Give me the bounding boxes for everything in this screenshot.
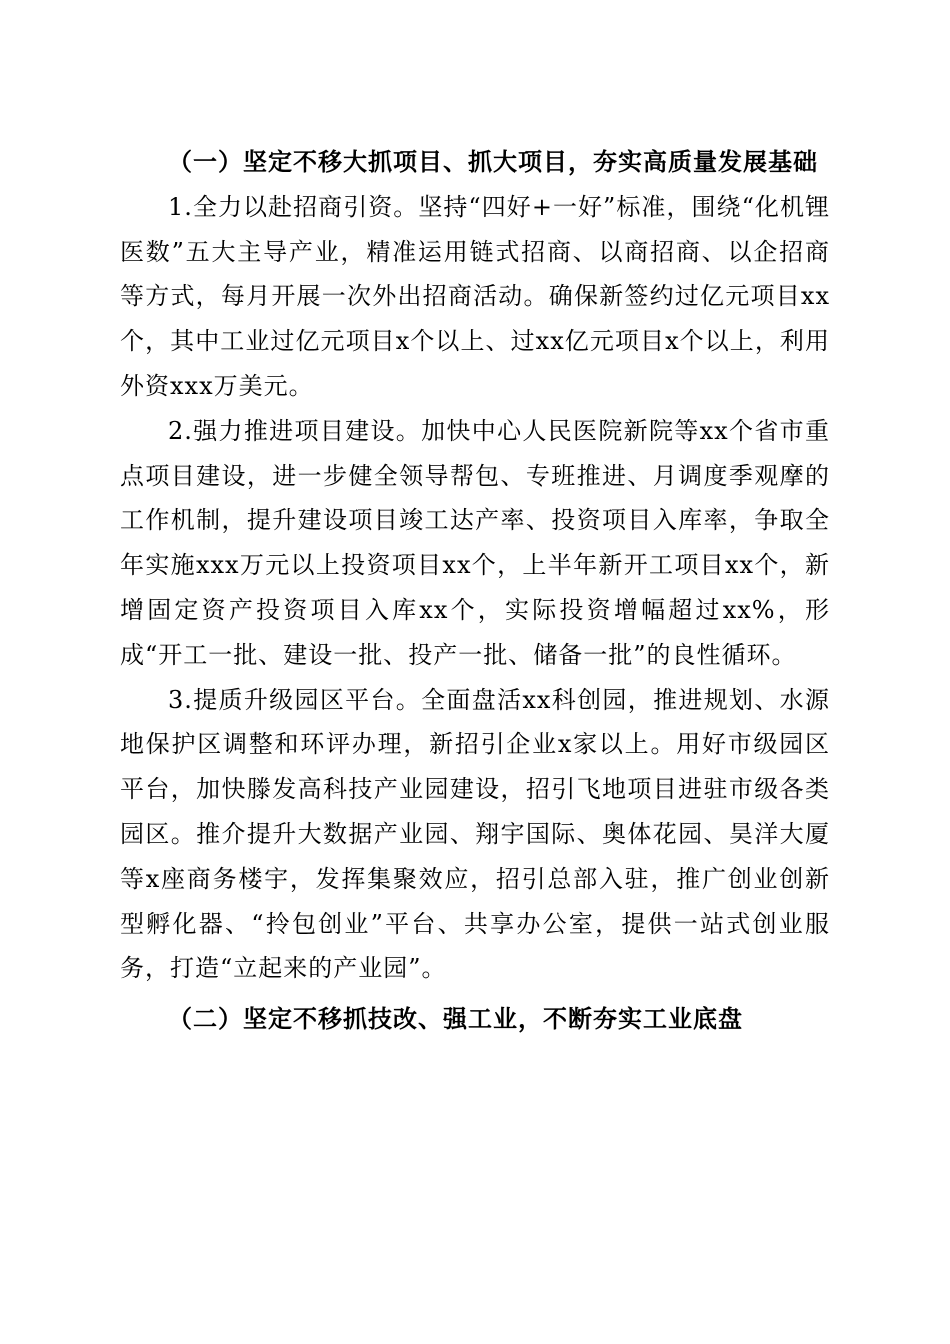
paragraph-project-construction: 2.强力推进项目建设。加快中心人民医院新院等xx个省市重点项目建设，进一步健全领导帮包、专班推进、月调度季观摩的工作机制，提升建设项目竣工达产率、投资项目入库率，争取全年实施xxx万元以上投资项目xx个，上半年新开工项目xx个，新增固定资产投资项目入库xx个，实际投资增幅超过xx%，形成“开工一批、建设一批、投产一批、储备一批”的良性循环。 [120, 416, 830, 669]
section-heading-2: （二）坚定不移抓技改、强工业，不断夯实工业底盘 [168, 1004, 743, 1034]
paragraph-investment-attraction: 1.全力以赴招商引资。坚持“四好+一好”标准，围绕“化机锂医数”五大主导产业，精准运用链式招商、以商招商、以企招商等方式，每月开展一次外出招商活动。确保新签约过亿元项目xx个，其中工业过亿元项目x个以上、过xx亿元项目x个以上，利用外资xxx万美元。 [120, 192, 830, 400]
paragraph-park-platform: 3.提质升级园区平台。全面盘活xx科创园，推进规划、水源地保护区调整和环评办理，新招引企业x家以上。用好市级园区平台，加快滕发高科技产业园建设，招引飞地项目进驻市级各类园区。推介提升大数据产业园、翔宇国际、奥体花园、昊洋大厦等x座商务楼宇，发挥集聚效应，招引总部入驻，推广创业创新型孵化器、“拎包创业”平台、共享办公室，提供一站式创业服务，打造“立起来的产业园”。 [120, 685, 830, 983]
section-heading-1: （一）坚定不移大抓项目、抓大项目，夯实高质量发展基础 [168, 147, 818, 176]
document-body [120, 140, 830, 1042]
